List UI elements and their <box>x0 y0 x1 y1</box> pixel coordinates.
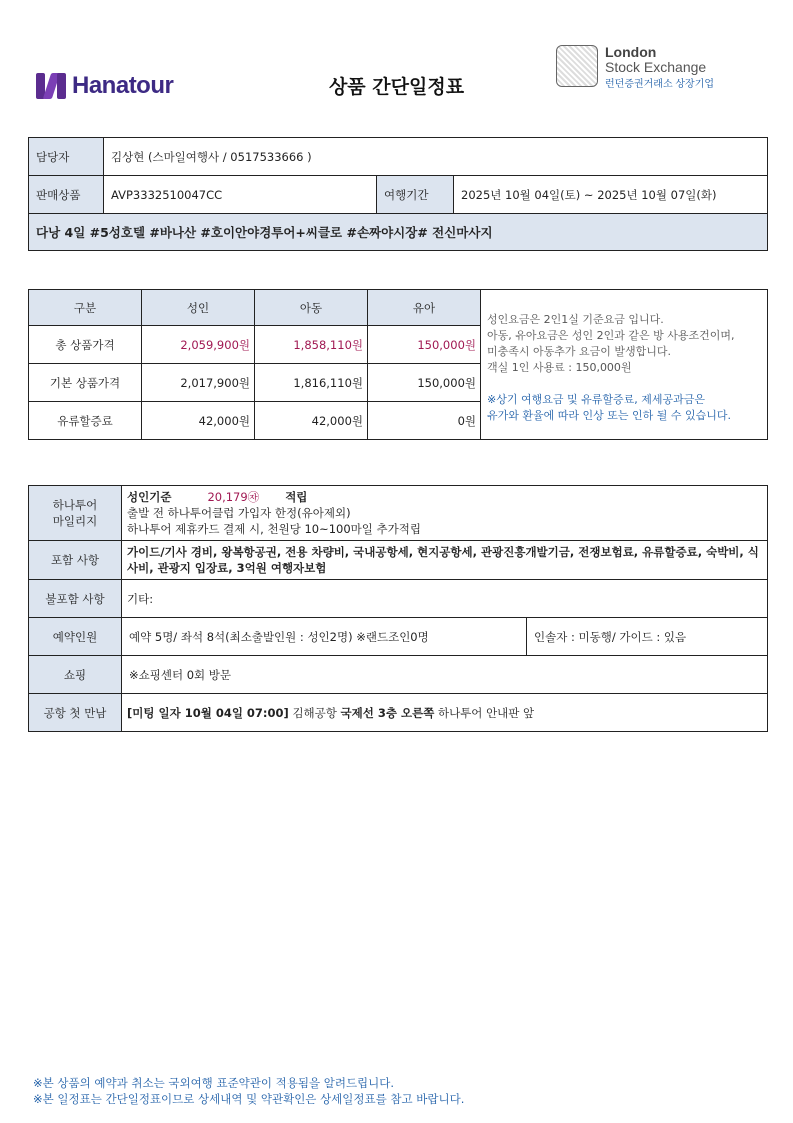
agent-label: 담당자 <box>29 138 104 176</box>
product-name: 다낭 4일 #5성호텔 #바나산 #호이안야경투어+씨클로 #손짜야시장# 전신마사지 <box>29 214 768 251</box>
mileage-label-line2: 마일리지 <box>52 514 98 528</box>
meeting-value <box>122 694 768 732</box>
meeting-location: 국제선 3층 오른쪽 <box>340 705 435 720</box>
price-note: 성인요금은 2인1실 기준요금 입니다. <box>487 313 664 326</box>
exclude-label: 불포함 사항 <box>29 580 122 618</box>
booking-label: 예약인원 <box>29 618 122 656</box>
mileage-value <box>122 486 768 541</box>
footer-line2: ※본 일정표는 간단일정표이므로 상세내역 및 약관확인은 상세일정표를 참고 바랍니다. <box>33 1092 465 1106</box>
price-header-type: 구분 <box>29 290 142 326</box>
include-label: 포함 사항 <box>29 541 122 580</box>
lse-line2: Stock Exchange <box>605 59 707 75</box>
hanatour-wordmark: Hanatour <box>72 72 174 99</box>
price-note-blue: ※상기 여행요금 및 유류할증료, 제세공과금은 <box>487 393 705 406</box>
price-fuel-infant: 0원 <box>368 402 481 440</box>
lse-logo <box>556 45 714 92</box>
mileage-line3: 하나투어 제휴카드 결제 시, 천원당 10~100마일 추가적립 <box>127 522 421 536</box>
price-note: 객실 1인 사용료 : 150,000원 <box>487 361 632 374</box>
meeting-airport: 김해공항 <box>288 705 341 720</box>
price-header-adult: 성인 <box>142 290 255 326</box>
exclude-value: 기타: <box>122 580 768 618</box>
price-row-label: 기본 상품가격 <box>29 364 142 402</box>
mileage-earn: 적립 <box>285 490 308 504</box>
price-base-adult: 2,017,900원 <box>142 364 255 402</box>
info-table <box>28 137 768 251</box>
details-table <box>28 485 768 732</box>
price-note-blue: 유가와 환율에 따라 인상 또는 인하 될 수 있습니다. <box>487 409 731 422</box>
mileage-label <box>29 486 122 541</box>
price-table <box>28 289 768 440</box>
price-row-label: 총 상품가격 <box>29 326 142 364</box>
price-fuel-adult: 42,000원 <box>142 402 255 440</box>
period-label: 여행기간 <box>377 176 454 214</box>
period-value: 2025년 10월 04일(토) ~ 2025년 10월 07일(화) <box>454 176 768 214</box>
price-row-label: 유류할증료 <box>29 402 142 440</box>
price-note: 아동, 유아요금은 성인 2인과 같은 방 사용조건이며, <box>487 329 735 342</box>
page-title: 상품 간단일정표 <box>328 76 465 98</box>
price-header-infant: 유아 <box>368 290 481 326</box>
meeting-label: 공항 첫 만남 <box>29 694 122 732</box>
mileage-amount: 20,179㉶ <box>207 490 260 504</box>
price-notes <box>481 290 768 440</box>
lse-line1: London <box>605 44 657 60</box>
agent-value: 김상현 (스마일여행사 / 0517533666 ) <box>104 138 768 176</box>
footer-notes <box>33 1075 464 1107</box>
price-base-infant: 150,000원 <box>368 364 481 402</box>
mileage-line2: 출발 전 하나투어클럽 가입자 한정(유아제외) <box>127 506 351 520</box>
shopping-label: 쇼핑 <box>29 656 122 694</box>
lse-line3: 런던증권거래소 상장기업 <box>605 79 715 90</box>
mileage-label-line1: 하나투어 <box>52 498 98 512</box>
crest-icon <box>556 45 598 87</box>
shopping-value: ※쇼핑센터 0회 방문 <box>122 656 768 694</box>
product-label: 판매상품 <box>29 176 104 214</box>
product-code: AVP3332510047CC <box>104 176 377 214</box>
price-note: 미충족시 아동추가 요금이 발생합니다. <box>487 345 672 358</box>
price-base-child: 1,816,110원 <box>255 364 368 402</box>
price-total-infant: 150,000원 <box>368 326 481 364</box>
booking-value: 예약 5명/ 좌석 8석(최소출발인원 : 성인2명) ※랜드조인0명 <box>122 618 527 656</box>
mileage-basis: 성인기준 <box>127 490 172 504</box>
escort-value: 인솔자 : 미동행/ 가이드 : 있음 <box>527 618 768 656</box>
footer-line1: ※본 상품의 예약과 취소는 국외여행 표준약관이 적용됨을 알려드립니다. <box>33 1076 395 1090</box>
price-fuel-child: 42,000원 <box>255 402 368 440</box>
include-value: 가이드/기사 경비, 왕복항공권, 전용 차량비, 국내공항세, 현지공항세, 관광진흥개발기금, 전쟁보험료, 유류할증료, 숙박비, 식사비, 관광지 입장료, 3억원 여행자보험 <box>122 541 768 580</box>
meeting-date: [미팅 일자 10월 04일 07:00] <box>127 705 289 720</box>
meeting-spot: 하나투어 안내판 앞 <box>434 705 535 720</box>
price-header-child: 아동 <box>255 290 368 326</box>
price-total-child: 1,858,110원 <box>255 326 368 364</box>
price-total-adult: 2,059,900원 <box>142 326 255 364</box>
